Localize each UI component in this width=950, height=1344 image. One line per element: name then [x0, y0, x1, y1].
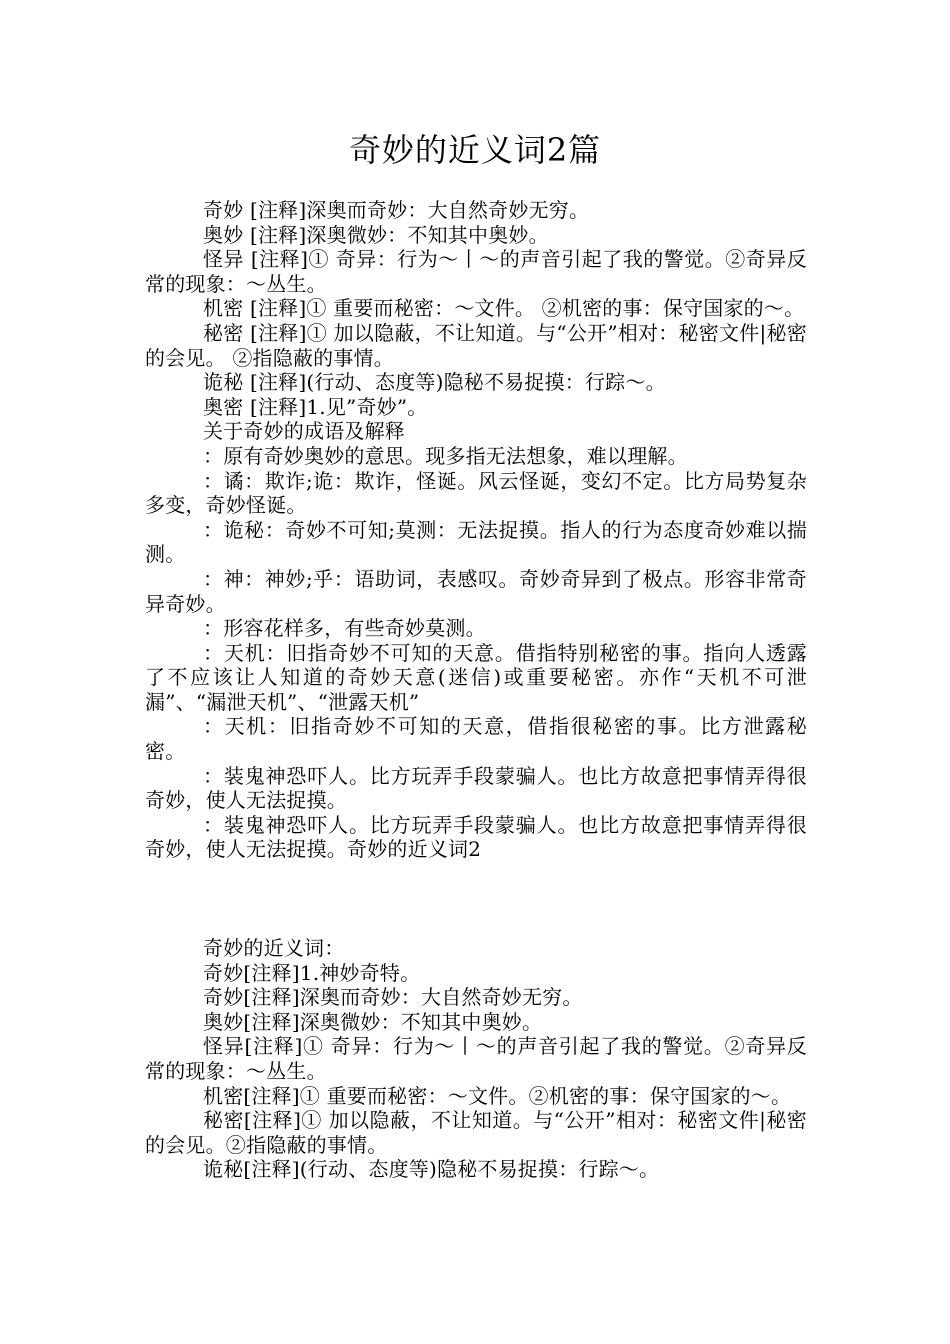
paragraph: 秘密 [注释]① 加以隐蔽，不让知道。与“公开”相对：秘密文件|秘密的会见。 ②指隐蔽的事情。: [145, 320, 807, 370]
paragraph: 奥密 [注释]1.见”奇妙”。: [203, 394, 428, 419]
idiom-entry: ：诡秘：奇妙不可知;莫测：无法捉摸。指人的行为态度奇妙难以揣测。: [145, 517, 807, 567]
paragraph: 奥妙[注释]深奥微妙：不知其中奥妙。: [203, 1009, 543, 1034]
section-heading: 奇妙的近义词：: [203, 936, 345, 961]
idiom-entry: ：天机：旧指奇妙不可知的天意。借指特别秘密的事。指向人透露了不应该让人知道的奇妙天意(迷信)或重要秘密。亦作“天机不可泄漏”、“漏泄天机”、“泄露天机”: [145, 640, 807, 714]
idiom-entry: ：神：神妙;乎：语助词，表感叹。奇妙奇异到了极点。形容非常奇异奇妙。: [145, 566, 807, 616]
paragraph: 秘密[注释]① 加以隐蔽，不让知道。与“公开”相对：秘密文件|秘密的会见。②指隐蔽的事情。: [145, 1108, 807, 1157]
section-1: [145, 198, 807, 862]
paragraph: 怪异[注释]① 奇异：行为～丨～的声音引起了我的警觉。②奇异反常的现象：～丛生。: [145, 1034, 807, 1083]
idiom-entry: ：装鬼神恐吓人。比方玩弄手段蒙骗人。也比方故意把事情弄得很奇妙，使人无法捉摸。: [145, 763, 807, 813]
paragraph: 奇妙[注释]深奥而奇妙：大自然奇妙无穷。: [203, 985, 583, 1010]
paragraph: 机密[注释]① 重要而秘密：～文件。②机密的事：保守国家的～。: [203, 1083, 792, 1108]
idiom-entry: ：装鬼神恐吓人。比方玩弄手段蒙骗人。也比方故意把事情弄得很奇妙，使人无法捉摸。奇妙的近义词2: [145, 812, 807, 862]
idiom-entry: ：形容花样多，有些奇妙莫测。: [203, 616, 486, 641]
paragraph: 怪异 [注释]① 奇异：行为～丨～的声音引起了我的警觉。②奇异反常的现象：～丛生。: [145, 247, 807, 296]
paragraph: 诡秘 [注释](行动、态度等)隐秘不易捉摸：行踪～。: [203, 370, 666, 395]
document-body: [145, 198, 807, 1182]
document-title: 奇妙的近义词2篇: [348, 131, 602, 169]
paragraph: 机密 [注释]① 重要而秘密：～文件。 ②机密的事：保守国家的～。: [203, 296, 805, 321]
idiom-entry: ：天机：旧指奇妙不可知的天意，借指很秘密的事。比方泄露秘密。: [145, 714, 807, 764]
section-2: [145, 936, 807, 1182]
paragraph: 奇妙 [注释]深奥而奇妙：大自然奇妙无穷。: [203, 198, 590, 222]
paragraph: 奇妙[注释]1.神妙奇特。: [203, 960, 421, 985]
idiom-entry: ：原有奇妙奥妙的意思。现多指无法想象，难以理解。: [203, 443, 688, 468]
section-gap: [145, 862, 807, 936]
subheading: 关于奇妙的成语及解释: [203, 419, 405, 444]
idiom-entry: ：谲：欺诈;诡：欺诈，怪诞。风云怪诞，变幻不定。比方局势复杂多变，奇妙怪诞。: [145, 468, 807, 518]
paragraph: 诡秘[注释](行动、态度等)隐秘不易捉摸：行踪～。: [203, 1157, 660, 1182]
paragraph: 奥妙 [注释]深奥微妙：不知其中奥妙。: [203, 222, 549, 247]
